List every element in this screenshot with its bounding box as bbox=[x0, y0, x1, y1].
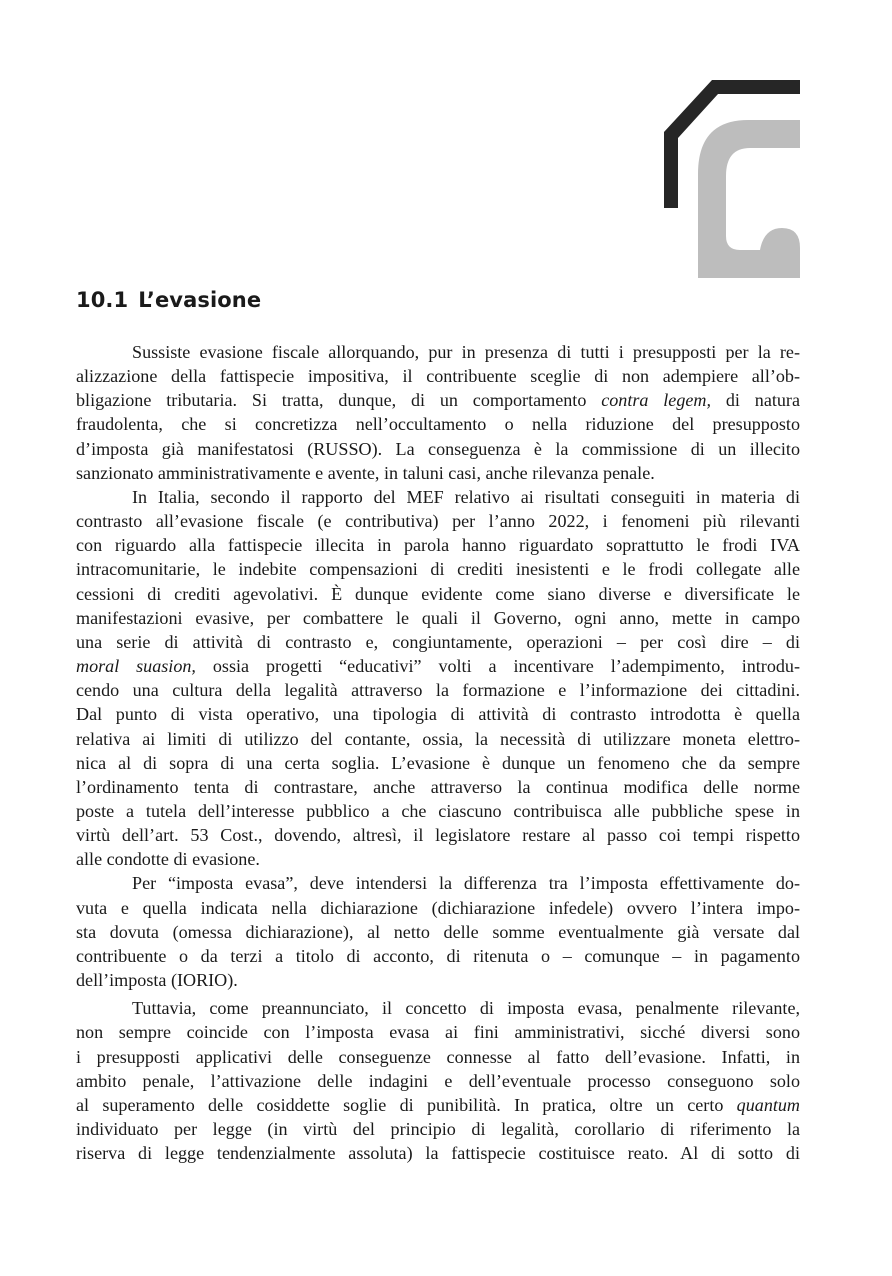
section-heading bbox=[76, 288, 261, 312]
text-line: individuato per legge (in virtù del principio di legalità, corollario di riferimento la bbox=[76, 1119, 800, 1139]
text-line: contribuente o da terzi a titolo di acconto, di ritenuta o – comunque – in pagamento bbox=[76, 945, 800, 966]
text-line: Per “imposta evasa”, deve intendersi la differenza tra l’imposta effettivamente do- bbox=[132, 873, 800, 894]
text-line: d’imposta già manifestatosi (RUSSO). La conseguenza è la commissione di un illecito bbox=[76, 438, 800, 459]
text-line: virtù dell’art. 53 Cost., dovendo, altresì, il legislatore restare al passo coi tempi rispetto bbox=[76, 825, 800, 846]
text-line: i presupposti applicativi delle conseguenze connesse al fatto dell’evasione. Infatti, in bbox=[76, 1046, 800, 1067]
text-line: sta dovuta (omessa dichiarazione), al netto delle somme eventualmente già versate dal bbox=[76, 921, 800, 942]
body-text bbox=[76, 340, 800, 1165]
italic-term: moral suasion, bbox=[76, 656, 196, 677]
text-run: di natura bbox=[711, 390, 800, 411]
text-line: con riguardo alla fattispecie illecita in parola hanno riguardato soprattutto le frodi IVA bbox=[76, 535, 800, 556]
text-line bbox=[76, 388, 800, 412]
text-line: dell’imposta (IORIO). bbox=[76, 970, 238, 991]
text-line: intracomunitarie, le indebite compensazioni di crediti inesistenti e le frodi collegate alle bbox=[76, 559, 800, 580]
section-title: L’evasione bbox=[138, 288, 262, 312]
text-line: l’ordinamento tenta di contrastare, anche attraverso la continua modifica delle norme bbox=[76, 776, 800, 797]
chapter-mark-light-shape bbox=[698, 120, 800, 278]
text-line: sanzionato amministrativamente e avente, in taluni casi, anche rilevanza penale. bbox=[76, 462, 655, 483]
text-line bbox=[76, 654, 800, 678]
text-line: vuta e quella indicata nella dichiarazione (dichiarazione infedele) ovvero l’intera impo- bbox=[76, 897, 800, 918]
text-line: alle condotte di evasione. bbox=[76, 849, 260, 870]
text-line: Dal punto di vista operativo, una tipologia di attività di contrasto introdotta è quella bbox=[76, 704, 800, 725]
chapter-mark-icon bbox=[660, 76, 802, 278]
text-line: Tuttavia, come preannunciato, il concetto di imposta evasa, penalmente rilevante, bbox=[132, 998, 800, 1019]
section-number: 10.1 bbox=[76, 288, 129, 312]
text-line: fraudolenta, che si concretizza nell’occultamento o nella riduzione del presupposto bbox=[76, 414, 800, 435]
paragraph-4 bbox=[76, 996, 800, 1165]
text-line: cessioni di crediti agevolativi. È dunque evidente come siano diverse e diversificate le bbox=[76, 583, 800, 604]
text-line bbox=[76, 1093, 800, 1117]
text-run: ossia progetti “educativi” volti a incentivare l’adempimento, introdu- bbox=[195, 656, 800, 677]
text-line: cendo una cultura della legalità attraverso la formazione e l’informazione dei cittadini. bbox=[76, 680, 800, 701]
text-line: Sussiste evasione fiscale allorquando, pur in presenza di tutti i presupposti per la re- bbox=[132, 342, 800, 362]
italic-term: quantum bbox=[736, 1094, 800, 1115]
text-line: manifestazioni evasive, per combattere le quali il Governo, ogni anno, mette in campo bbox=[76, 607, 800, 628]
italic-term: contra legem, bbox=[601, 390, 712, 411]
text-line: riserva di legge tendenzialmente assoluta) la fattispecie costituisce reato. Al di sotto di bbox=[76, 1143, 800, 1164]
text-line: poste a tutela dell’interesse pubblico a che ciascuno contribuisca alle pubbliche spese in bbox=[76, 800, 800, 821]
paragraph-3 bbox=[76, 871, 800, 992]
text-line: In Italia, secondo il rapporto del MEF relativo ai risultati conseguiti in materia di bbox=[132, 486, 800, 507]
text-line: una serie di attività di contrasto e, congiuntamente, operazioni – per così dire – di bbox=[76, 631, 800, 652]
text-line: ambito penale, l’attivazione delle indagini e dell’eventuale processo conseguono solo bbox=[76, 1070, 800, 1091]
text-run: al superamento delle cosiddette soglie di punibilità. In pratica, oltre un certo bbox=[76, 1094, 737, 1115]
text-run: bligazione tributaria. Si tratta, dunque, di un comportamento bbox=[76, 390, 602, 411]
text-line: nica al di sopra di una certa soglia. L’evasione è dunque un fenomeno che da sempre bbox=[76, 752, 800, 773]
paragraph-2 bbox=[76, 485, 800, 872]
text-line: contrasto all’evasione fiscale (e contributiva) per l’anno 2022, i fenomeni più rilevanti bbox=[76, 511, 800, 532]
text-line: relativa ai limiti di utilizzo del contante, ossia, la necessità di utilizzare moneta elettro- bbox=[76, 728, 800, 749]
text-line: alizzazione della fattispecie impositiva, il contribuente sceglie di non adempiere all’ob- bbox=[76, 366, 800, 387]
text-line: non sempre coincide con l’imposta evasa ai fini amministrativi, sicché diversi sono bbox=[76, 1022, 800, 1043]
paragraph-1 bbox=[76, 340, 800, 485]
